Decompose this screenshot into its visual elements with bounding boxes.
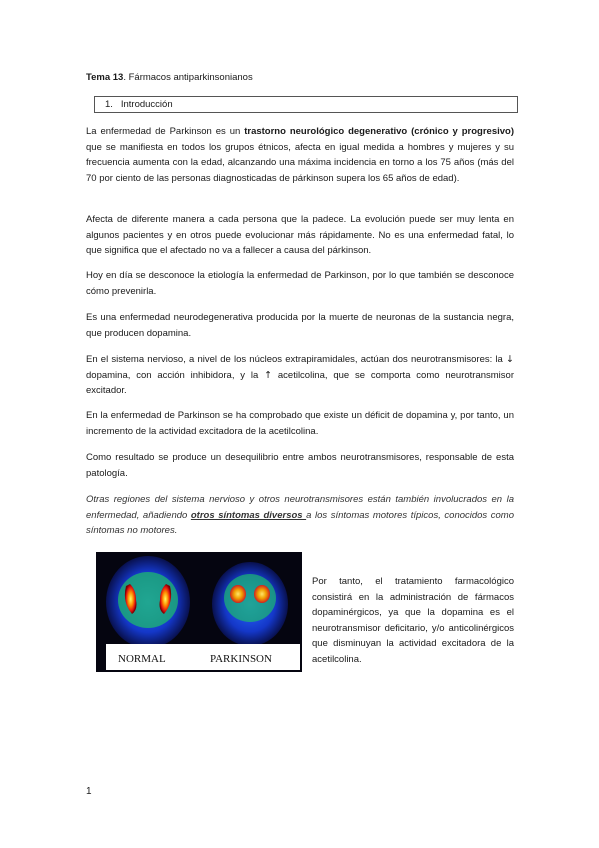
paragraph-1-text-b: que se manifiesta en todos los grupos étnicos, afecta en igual medida a hombres y mujeres y su frecuencia aumenta con la edad, alcanzando una máxima incidencia en torno a los 75 años (más del 70 por ciento de las personas diagnosticadas de párkinson supera los 65 años de edad). — [86, 141, 514, 184]
paragraph-3: Hoy en día se desconoce la etiología la enfermedad de Parkinson, por lo que también se desconoce cómo prevenirla. — [86, 270, 514, 297]
page-title — [86, 72, 253, 83]
paragraph-8-text-a: Otras regiones del sistema nervioso y otros neurotransmisores están también involucrados en la enfermedad, añadiendo — [86, 494, 514, 521]
paragraph-1-text-a: La enfermedad de Parkinson es un — [86, 126, 245, 137]
treatment-paragraph: Por tanto, el tratamiento farmacológico consistirá en la administración de fármacos dopaminérgicos, ya que la dopamina es el neurotransmisor deficitario, y/o anticolinérgicos que disminuyan la actividad excitadora de la acetilcolina. — [312, 576, 514, 665]
paragraph-7: Como resultado se produce un desequilibrio entre ambos neurotransmisores, responsable de esta patología. — [86, 452, 514, 479]
paragraph-6: En la enfermedad de Parkinson se ha comprobado que existe un déficit de dopamina y, por tanto, un incremento de la actividad excitadora de la acetilcolina. — [86, 410, 514, 437]
up-arrow-icon: ↑ — [264, 369, 273, 381]
down-arrow-icon: ↓ — [506, 354, 514, 365]
label-parkinson: PARKINSON — [210, 653, 272, 665]
section-heading-box — [94, 96, 518, 113]
paragraph-1 — [86, 124, 514, 186]
paragraph-5-text-b: dopamina, con acción inhibidora, y la — [86, 369, 265, 381]
paragraph-8-underlined: otros síntomas diversos — [190, 509, 307, 521]
page-number: 1 — [86, 786, 92, 797]
paragraph-1-bold: trastorno neurológico degenerativo (crónico y progresivo) — [244, 126, 515, 137]
section-title: Introducción — [120, 99, 173, 110]
paragraph-5 — [86, 352, 514, 399]
paragraph-8-text-b: a los síntomas motores típicos, conocidos como síntomas no motores. — [86, 509, 514, 536]
parkinson-left-putamen — [230, 585, 246, 603]
brain-scan-image — [96, 552, 302, 672]
paragraph-5-text-a: En el sistema nervioso, a nivel de los núcleos extrapiramidales, actúan dos neurotransmisores: la — [86, 354, 507, 365]
paragraph-2: Afecta de diferente manera a cada persona que la padece. La evolución puede ser muy lenta en algunos pacientes y en otros puede evolucionar más rápidamente. No es una enfermedad fatal, lo que significa que el afectado no va a fallecer a causa del párkinson. — [86, 214, 514, 256]
paragraph-5-text-c: acetilcolina, que se comporta como neurotransmisor excitador. — [86, 369, 514, 396]
paragraph-4: Es una enfermedad neurodegenerativa producida por la muerte de neuronas de la sustancia negra, que producen dopamina. — [86, 312, 514, 339]
parkinson-right-putamen — [254, 585, 270, 603]
topic-title: . Fármacos antiparkinsonianos — [123, 72, 253, 83]
section-number: 1. — [105, 99, 113, 110]
paragraph-8-italic — [86, 492, 514, 539]
label-normal: NORMAL — [118, 653, 166, 665]
topic-number: Tema 13 — [86, 72, 124, 83]
